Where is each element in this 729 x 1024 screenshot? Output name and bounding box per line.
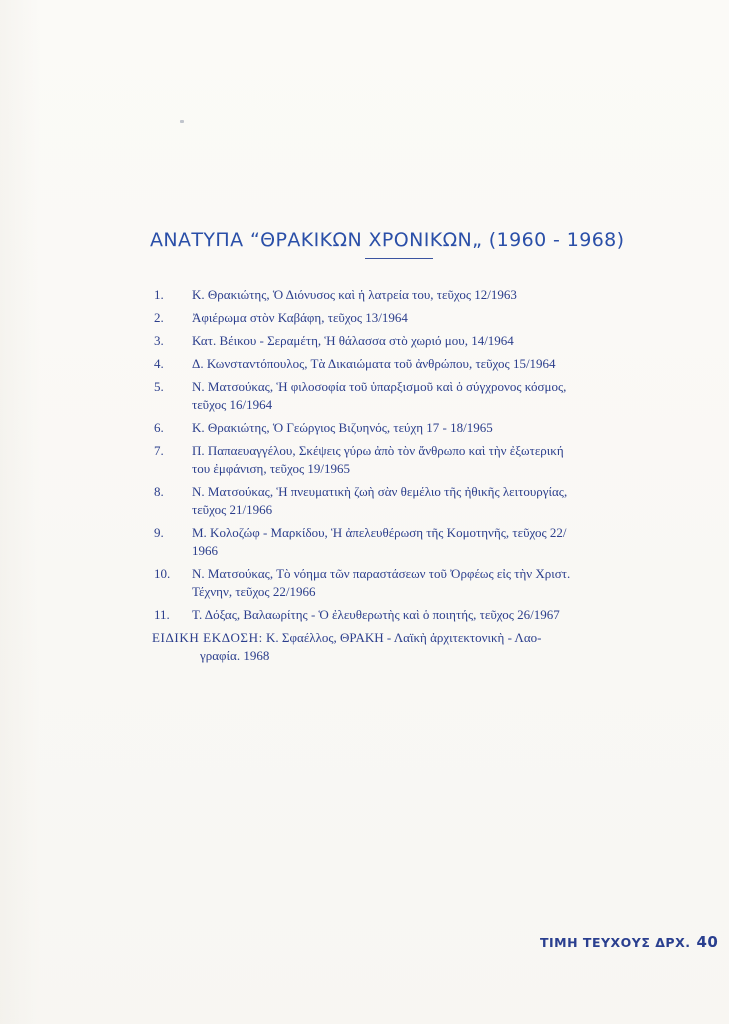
item-text <box>192 378 647 414</box>
item-text <box>192 419 647 437</box>
item-continuation: Τέχνην, τεῦχος 22/1966 <box>192 584 316 599</box>
title-underline <box>365 258 433 259</box>
price-value: 40 <box>696 933 719 951</box>
item-text <box>192 355 647 373</box>
item-line: Ν. Ματσούκας, Ἡ πνευματικὴ ζωὴ σὰν θεμέλιο τῆς ἠθικῆς λειτουργίας, <box>192 484 568 499</box>
item-number: 4. <box>154 356 164 371</box>
special-edition-line <box>152 629 660 647</box>
item-line: Κ. Θρακιώτης, Ὁ Διόνυσος καὶ ἡ λατρεία του, τεῦχος 12/1963 <box>192 287 517 302</box>
item-continuation: του ἐμφάνιση, τεῦχος 19/1965 <box>192 461 350 476</box>
item-line: Κατ. Βέικου - Σεραμέτη, Ἡ θάλασσα στὸ χωριό μου, 14/1964 <box>192 333 514 348</box>
item-line: Δ. Κωνσταντόπουλος, Τὰ Δικαιώματα τοῦ ἀνθρώπου, τεῦχος 15/1964 <box>192 356 556 371</box>
item-text <box>192 483 647 519</box>
reprint-list <box>140 286 660 665</box>
item-line: Π. Παπαευαγγέλου, Σκέψεις γύρω ἀπὸ τὸν ἄνθρωπο καὶ τὴν ἐξωτερική <box>192 443 564 458</box>
item-continuation: τεῦχος 16/1964 <box>192 397 273 412</box>
item-line: Κ. Θρακιώτης, Ὁ Γεώργιος Βιζυηνός, τεύχη 17 - 18/1965 <box>192 420 493 435</box>
item-text <box>192 524 647 560</box>
list-item <box>140 286 660 304</box>
special-edition-text: Κ. Σφαέλλος, ΘΡΑΚΗ - Λαϊκὴ ἀρχιτεκτονικὴ - Λαο- <box>266 630 542 645</box>
item-number: 1. <box>154 287 164 302</box>
special-edition-continuation: γραφία. 1968 <box>200 648 270 663</box>
item-text <box>192 286 647 304</box>
list-item <box>140 442 660 478</box>
list-item <box>140 565 660 601</box>
item-continuation: 1966 <box>192 543 218 558</box>
item-line: Ν. Ματσούκας, Τὸ νόημα τῶν παραστάσεων τοῦ Ὀρφέως εἰς τὴν Χριστ. <box>192 566 571 581</box>
item-number: 11. <box>154 607 170 622</box>
list-item <box>140 309 660 327</box>
item-text <box>192 565 647 601</box>
item-line: Ἀφιέρωμα στὸν Καβάφη, τεῦχος 13/1964 <box>192 310 408 325</box>
item-number: 5. <box>154 379 164 394</box>
item-number: 8. <box>154 484 164 499</box>
item-continuation: τεῦχος 21/1966 <box>192 502 273 517</box>
item-number: 6. <box>154 420 164 435</box>
list-item <box>140 524 660 560</box>
item-number: 7. <box>154 443 164 458</box>
item-text <box>192 606 647 624</box>
item-line: Τ. Δόξας, Βαλαωρίτης - Ὁ ἐλευθερωτὴς καὶ ὁ ποιητής, τεῦχος 26/1967 <box>192 607 560 622</box>
item-line: Μ. Κολοζώφ - Μαρκίδου, Ἡ ἀπελευθέρωση τῆς Κομοτηνῆς, τεῦχος 22/ <box>192 525 567 540</box>
list-item <box>140 606 660 624</box>
list-item <box>140 483 660 519</box>
list-item <box>140 419 660 437</box>
page-title: ΑΝΑΤΥΠΑ “ΘΡΑΚΙΚΩΝ ΧΡΟΝΙΚΩΝ„ (1960 - 1968) <box>150 229 625 251</box>
item-text <box>192 309 647 327</box>
issue-price <box>540 933 718 951</box>
ink-speck <box>180 120 184 123</box>
item-line: Ν. Ματσούκας, Ἡ φιλοσοφία τοῦ ὑπαρξισμοῦ καὶ ὁ σύγχρονος κόσμος, <box>192 379 567 394</box>
item-text <box>192 442 647 478</box>
list-item <box>140 332 660 350</box>
item-number: 2. <box>154 310 164 325</box>
list-item <box>140 355 660 373</box>
item-number: 3. <box>154 333 164 348</box>
special-edition-label: ΕΙΔΙΚΗ ΕΚΔΟΣΗ: <box>152 630 263 645</box>
item-number: 10. <box>154 566 171 581</box>
price-label: ΤΙΜΗ ΤΕΥΧΟΥΣ ΔΡΧ. <box>540 935 691 950</box>
special-edition <box>140 629 660 665</box>
item-number: 9. <box>154 525 164 540</box>
list-item <box>140 378 660 414</box>
item-text <box>192 332 647 350</box>
